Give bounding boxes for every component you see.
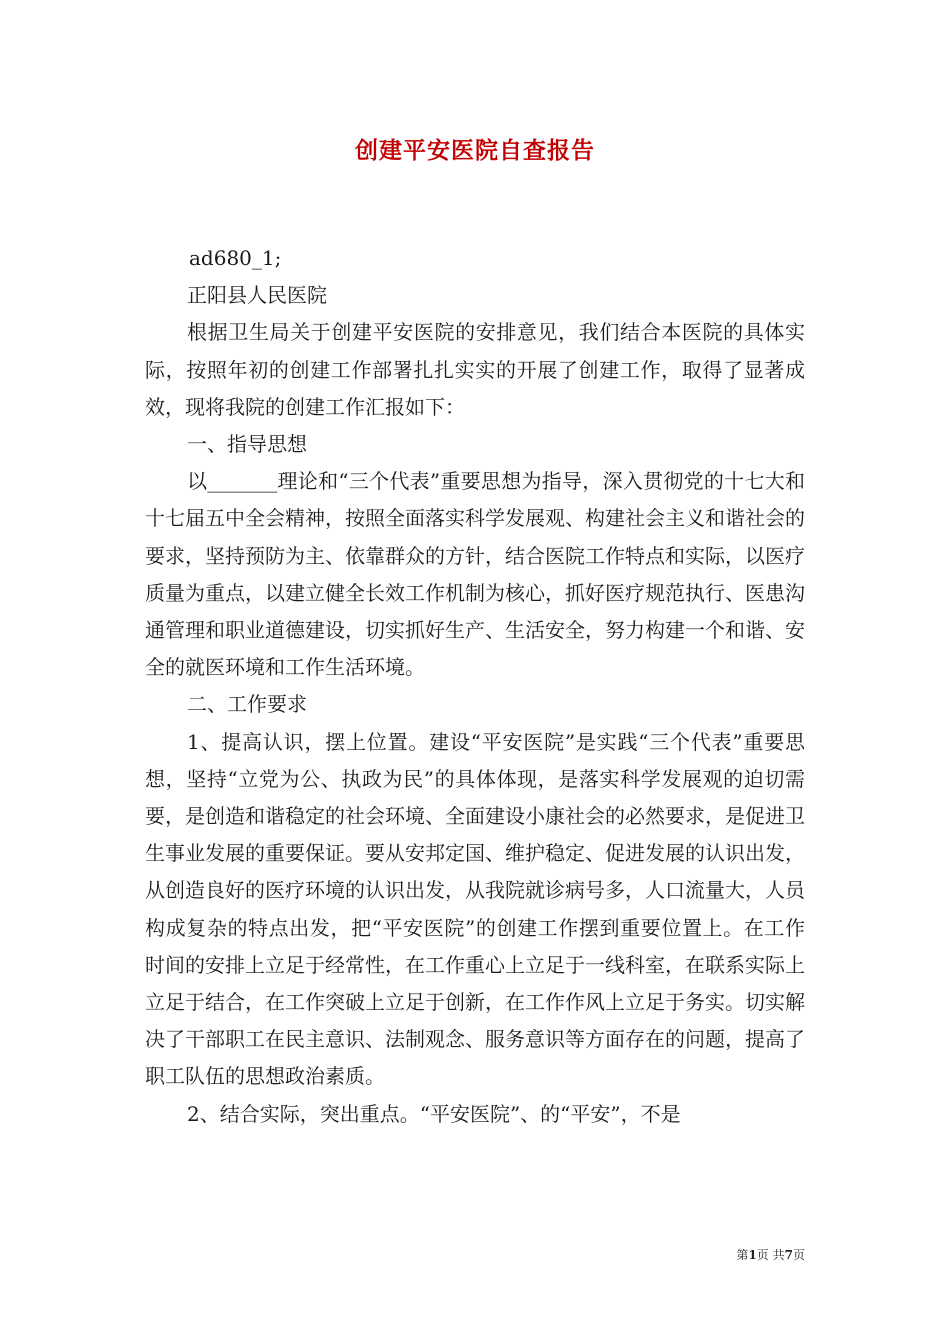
document-body (145, 240, 805, 1133)
intro-paragraph: 根据卫生局关于创建平安医院的安排意见，我们结合本医院的具体实际，按照年初的创建工作部署扎扎实实的开展了创建工作，取得了显著成效，现将我院的创建工作汇报如下： (145, 320, 805, 419)
section-heading-guiding-ideology: 一、指导思想 (187, 432, 307, 457)
guiding-ideology-paragraph: 以_______理论和“三个代表”重要思想为指导，深入贯彻党的十七大和十七届五中全会精神，按照全面落实科学发展观、构建社会主义和谐社会的要求，坚持预防为主、依靠群众的方针，结合医院工作特点和实际，以医疗质量为重点，以建立健全长效工作机制为核心，抓好医疗规范执行、医患沟通管理和职业道德建设，切实抓好生产、生活安全，努力构建一个和谐、安全的就医环境和工作生活环境。 (145, 469, 805, 680)
requirement-paragraph-1: 1、提高认识，摆上位置。建设“平安医院”是实践“三个代表”重要思想，坚持“立党为公、执政为民”的具体体现，是落实科学发展观的迫切需要，是创造和谐稳定的社会环境、全面建设小康社会的必然要求，是促进卫生事业发展的重要保证。要从安邦定国、维护稳定、促进发展的认识出发，从创造良好的医疗环境的认识出发，从我院就诊病号多，人口流量大，人员构成复杂的特点出发，把“平安医院”的创建工作摆到重要位置上。在工作时间的安排上立足于经常性，在工作重心上立足于一线科室，在联系实际上立足于结合，在工作突破上立足于创新，在工作作风上立足于务实。切实解决了干部职工在民主意识、法制观念、服务意识等方面存在的问题，提高了职工队伍的思想政治素质。 (145, 729, 805, 1089)
section-heading-work-requirements: 二、工作要求 (187, 692, 307, 717)
organization-name: 正阳县人民医院 (187, 283, 327, 308)
requirement-paragraph-2: 2、结合实际，突出重点。“平安医院”、的“平安”，不是 (187, 1101, 681, 1126)
document-code: ad680_1; (189, 246, 282, 270)
footer-middle: 页 共 (756, 1248, 785, 1262)
footer-suffix: 页 (792, 1248, 805, 1262)
document-title: 创建平安医院自查报告 (355, 137, 595, 164)
footer-prefix: 第 (736, 1248, 749, 1262)
page-number-footer (736, 1246, 805, 1263)
footer-current-page: 1 (748, 1248, 757, 1262)
footer-total-pages: 7 (784, 1248, 793, 1262)
